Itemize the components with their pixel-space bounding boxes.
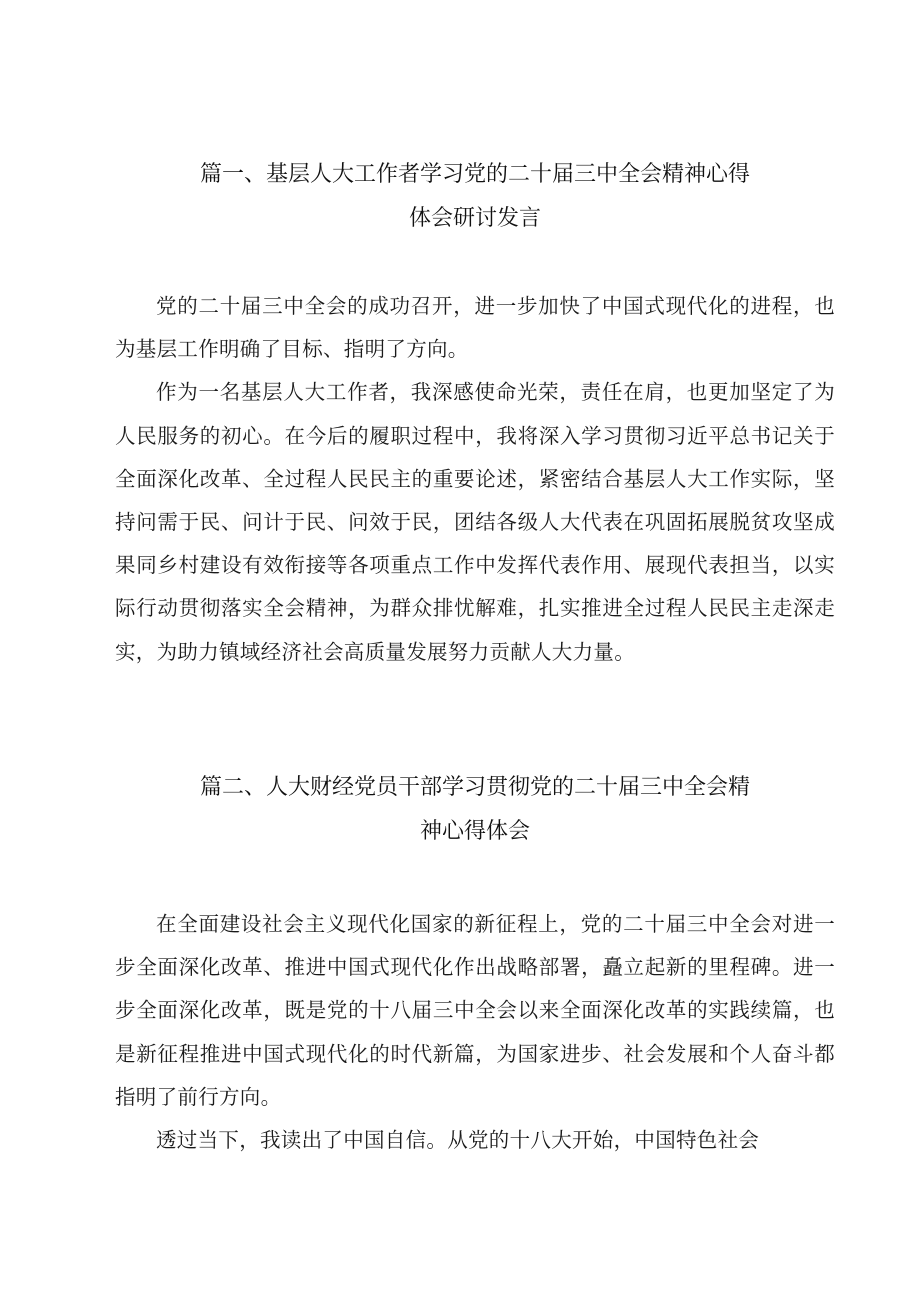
section-1-title	[115, 153, 835, 241]
section-1-body	[115, 285, 835, 674]
section-2-title	[115, 766, 835, 854]
section-2-paragraph-1: 在全面建设社会主义现代化国家的新征程上，党的二十届三中全会对进一步全面深化改革、推进中国式现代化作出战略部署，矗立起新的里程碑。进一步全面深化改革，既是党的十八届三中全会以来全面深化改革的实践续篇，也是新征程推进中国式现代化的时代新篇，为国家进步、社会发展和个人奋斗都指明了前行方向。	[115, 912, 835, 1109]
section-1-title-line-2: 体会研讨发言	[408, 206, 541, 231]
section-1-paragraph-2: 作为一名基层人大工作者，我深感使命光荣，责任在肩，也更加坚定了为人民服务的初心。在今后的履职过程中，我将深入学习贯彻习近平总书记关于全面深化改革、全过程人民民主的重要论述，紧密结合基层人大工作实际，坚持问需于民、问计于民、问效于民，团结各级人大代表在巩固拓展脱贫攻坚成果同乡村建设有效衔接等各项重点工作中发挥代表作用、展现代表担当，以实际行动贯彻落实全会精神，为群众排忧解难，扎实推进全过程人民民主走深走实，为助力镇域经济社会高质量发展努力贡献人大力量。	[115, 380, 835, 664]
section-2-title-line-1: 篇二、人大财经党员干部学习贯彻党的二十届三中全会精	[199, 775, 750, 800]
section-1-paragraph-1: 党的二十届三中全会的成功召开，进一步加快了中国式现代化的进程，也为基层工作明确了目标、指明了方向。	[115, 294, 835, 362]
section-2-title-line-2: 神心得体会	[419, 819, 530, 844]
section-2-body	[115, 903, 835, 1162]
section-1-title-line-1: 篇一、基层人大工作者学习党的二十届三中全会精神心得	[199, 162, 750, 187]
section-2-paragraph-2: 透过当下，我读出了中国自信。从党的十八大开始，中国特色社会	[156, 1128, 760, 1153]
